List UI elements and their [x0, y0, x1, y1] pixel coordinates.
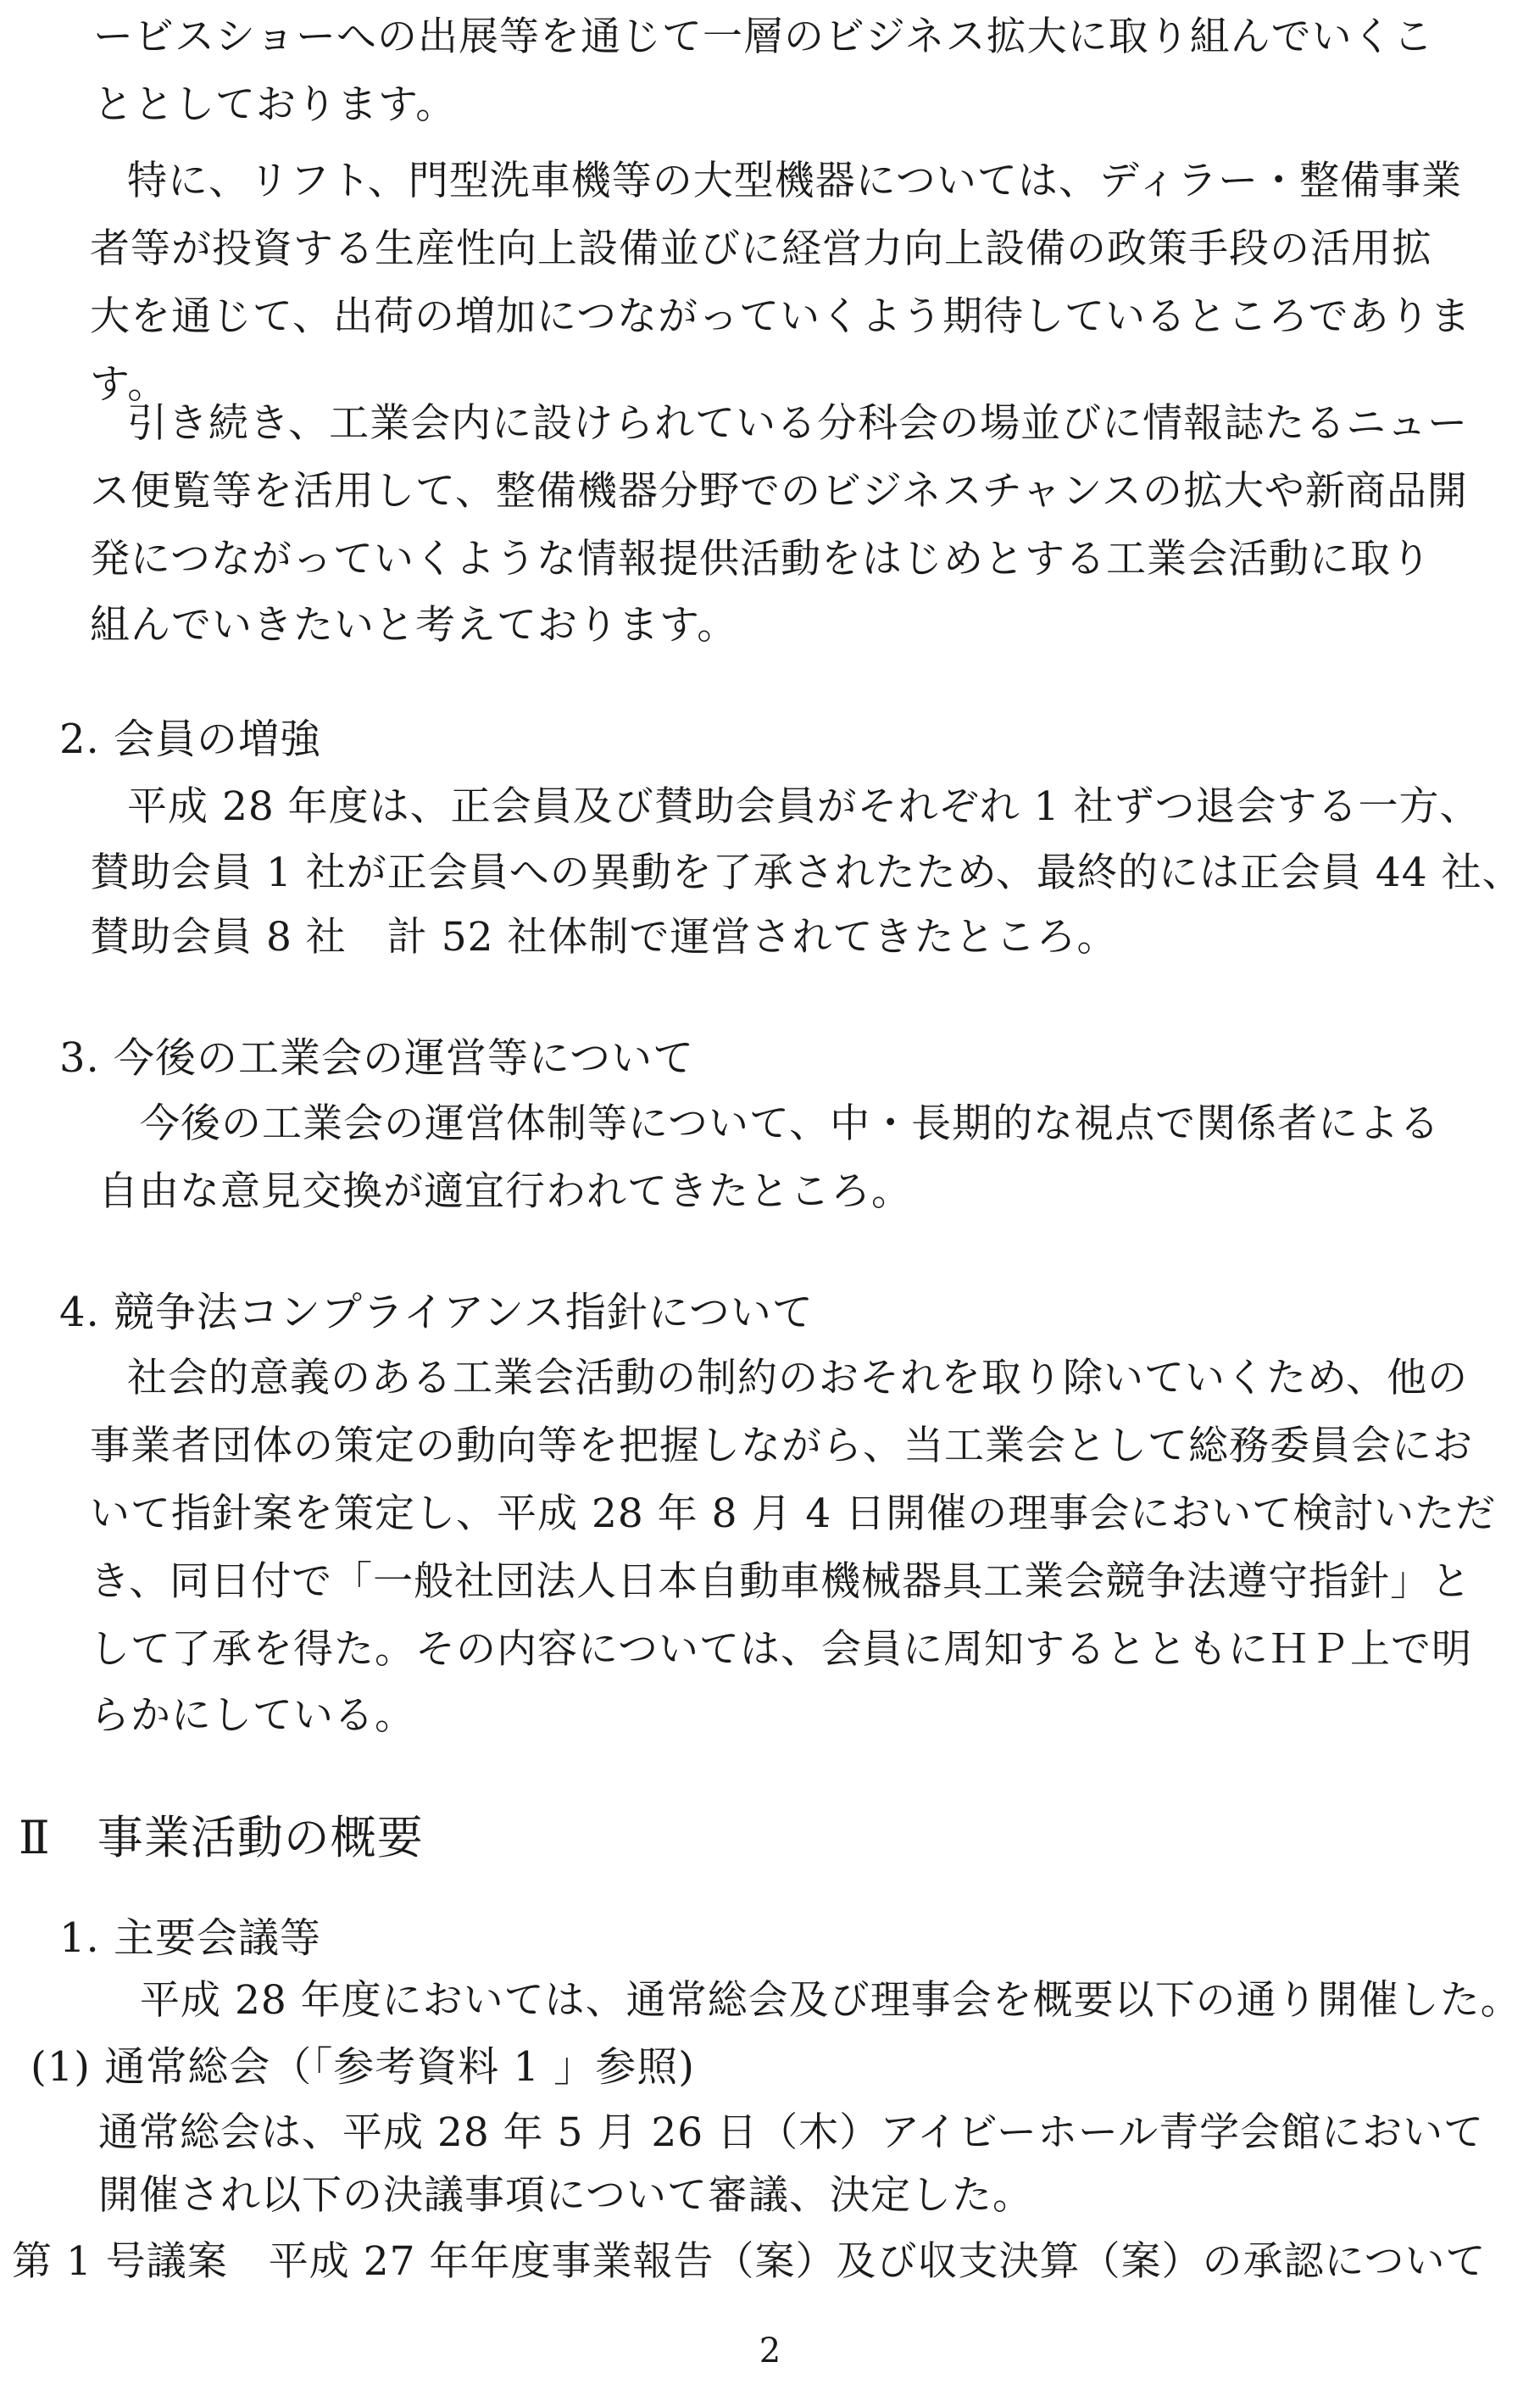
- chapter-heading: Ⅱ 事業活動の概要: [19, 1811, 424, 1864]
- body-text-line: 社会的意義のある工業会活動の制約のおそれを取り除いていくため、他の: [127, 1355, 1469, 1401]
- body-text-line: いて指針案を策定し、平成 28 年 8 月 4 日開催の理事会において検討いただ: [90, 1490, 1497, 1537]
- body-text-line: 開催され以下の決議事項について審議、決定した。: [98, 2172, 1034, 2219]
- body-text-line: 組んでいきたいと考えております。: [90, 602, 738, 649]
- body-text-line: ービスショーへの出展等を通じて一層のビジネス拡大に取り組んでいくこ: [93, 14, 1434, 60]
- body-text-line: 自由な意見交換が適宜行われてきたところ。: [98, 1168, 912, 1215]
- body-text-line: 引き続き、工業会内に設けられている分科会の場並びに情報誌たるニュー: [127, 400, 1469, 447]
- page-number: 2: [759, 2331, 781, 2370]
- body-text-line: 特に、リフト、門型洗車機等の大型機器については、ディラー・整備事業: [127, 158, 1463, 204]
- body-text-line: 平成 28 年度においては、通常総会及び理事会を概要以下の通り開催した。: [140, 1977, 1521, 2024]
- item-heading: (1) 通常総会（「参考資料 1 」参照): [31, 2043, 696, 2091]
- body-text-line: 賛助会員 8 社 計 52 社体制で運営されてきたところ。: [90, 914, 1118, 961]
- body-text-line: 通常総会は、平成 28 年 5 月 26 日（木）アイビーホール青学会館において: [98, 2109, 1485, 2156]
- section-heading: 3. 今後の工業会の運営等について: [59, 1034, 695, 1082]
- body-text-line: ととしております。: [93, 81, 457, 128]
- body-text-line: 大を通じて、出荷の増加につながっていくよう期待しているところでありま: [90, 293, 1471, 340]
- body-text-line: 発につながっていくような情報提供活動をはじめとする工業会活動に取り: [90, 536, 1432, 582]
- body-text-line: 事業者団体の策定の動向等を把握しながら、当工業会として総務委員会にお: [90, 1423, 1473, 1469]
- body-text-line: ス便覧等を活用して、整備機器分野でのビジネスチャンスの拡大や新商品開: [90, 468, 1468, 515]
- section-heading: 1. 主要会議等: [59, 1914, 322, 1962]
- body-text-line: す。: [90, 361, 169, 408]
- body-text-line: 今後の工業会の運営体制等について、中・長期的な視点で関係者による: [140, 1100, 1441, 1147]
- body-text-line: 賛助会員 1 社が正会員への異動を了承されたため、最終的には正会員 44 社、: [90, 850, 1523, 896]
- section-heading: 4. 競争法コンプライアンス指針について: [59, 1289, 814, 1336]
- body-text-line: らかにしている。: [90, 1692, 415, 1739]
- agenda-item: 第 1 号議案 平成 27 年年度事業報告（案）及び収支決算（案）の承認について: [12, 2238, 1487, 2285]
- body-text-line: き、同日付で「一般社団法人日本自動車機械器具工業会競争法遵守指針」と: [90, 1558, 1472, 1605]
- body-text-line: 者等が投資する生産性向上設備並びに経営力向上設備の政策手段の活用拡: [90, 226, 1432, 272]
- section-heading: 2. 会員の増強: [59, 716, 322, 763]
- body-text-line: して了承を得た。その内容については、会員に周知するとともにＨＰ上で明: [90, 1626, 1473, 1673]
- body-text-line: 平成 28 年度は、正会員及び賛助会員がそれぞれ 1 社ずつ退会する一方、: [127, 783, 1481, 830]
